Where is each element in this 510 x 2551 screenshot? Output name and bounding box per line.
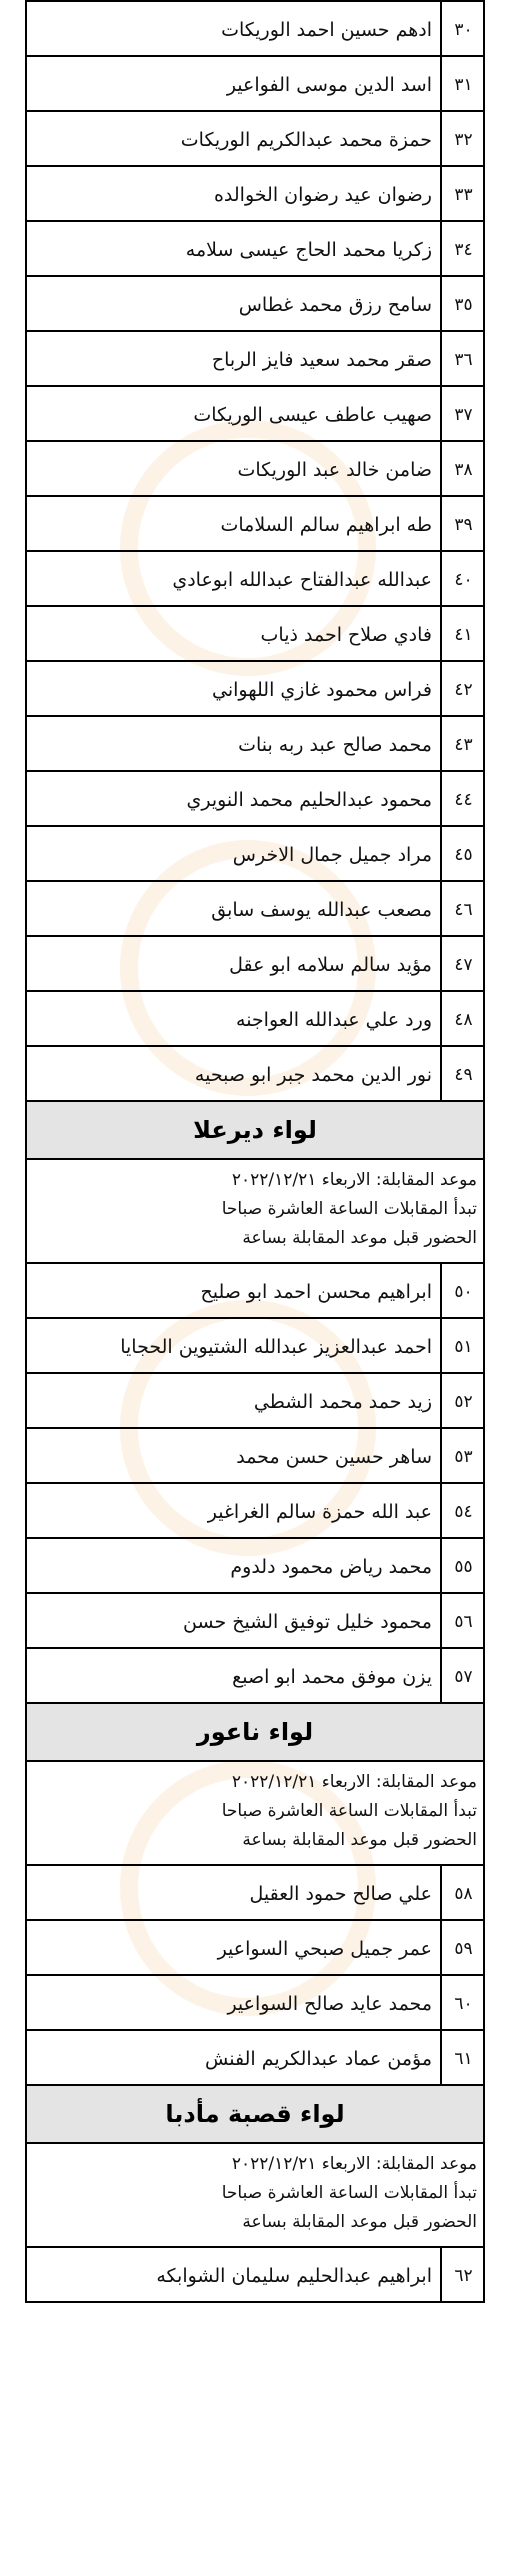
table-row (25, 220, 485, 275)
table-row (25, 1482, 485, 1537)
table-row (25, 880, 485, 935)
row-name: اسد الدين موسى الفواعير (226, 73, 432, 96)
row-name: محمد صالح عبد ربه بنات (238, 733, 432, 756)
row-number: ٤٦ (440, 882, 485, 937)
table-row (25, 715, 485, 770)
interview-notice (25, 1158, 485, 1262)
row-name: طه ابراهيم سالم السلامات (220, 513, 432, 536)
interview-notice (25, 2142, 485, 2246)
row-name: ساهر حسين حسن محمد (236, 1445, 432, 1468)
table-row (25, 385, 485, 440)
table-row (25, 2246, 485, 2301)
row-name: سامح رزق محمد غطاس (238, 293, 432, 316)
row-number: ٥٠ (440, 1264, 485, 1319)
row-name: ضامن خالد عبد الوريكات (237, 458, 432, 481)
row-number: ٤٩ (440, 1047, 485, 1102)
table-row (25, 165, 485, 220)
row-number: ٦٠ (440, 1976, 485, 2031)
table-row (25, 1427, 485, 1482)
table-row (25, 2029, 485, 2084)
row-name: ابراهيم محسن احمد ابو صليح (200, 1280, 432, 1303)
section-heading-naour: لواء ناعور (25, 1702, 485, 1760)
notice-line: الحضور قبل موعد المقابلة بساعة (242, 1830, 477, 1850)
notice-line: الحضور قبل موعد المقابلة بساعة (242, 2212, 477, 2232)
row-name: عمر جميل صبحي السواعير (217, 1937, 432, 1960)
table-row (25, 1262, 485, 1317)
table-row (25, 825, 485, 880)
notice-line: الحضور قبل موعد المقابلة بساعة (242, 1228, 477, 1248)
row-number: ٣١ (440, 57, 485, 112)
row-name: عبد الله حمزة سالم الغراغير (207, 1500, 432, 1523)
row-name: مؤيد سالم سلامه ابو عقل (229, 953, 432, 976)
table-row (25, 330, 485, 385)
row-name: احمد عبدالعزيز عبدالله الشتيوين الحجايا (120, 1335, 432, 1358)
table-row (25, 0, 485, 55)
row-name: زكريا محمد الحاج عيسى سلامه (185, 238, 432, 261)
table-row (25, 495, 485, 550)
row-number: ٥٩ (440, 1921, 485, 1976)
row-number: ٣٣ (440, 167, 485, 222)
row-number: ٣٠ (440, 2, 485, 57)
notice-line: تبدأ المقابلات الساعة العاشرة صباحا (221, 1801, 477, 1821)
row-number: ٤٥ (440, 827, 485, 882)
row-number: ٥٥ (440, 1539, 485, 1594)
table-row (25, 275, 485, 330)
row-name: محمود خليل توفيق الشيخ حسن (183, 1610, 432, 1633)
row-number: ٤٠ (440, 552, 485, 607)
row-number: ٣٤ (440, 222, 485, 277)
notice-line: موعد المقابلة: الاربعاء ٢٠٢٢/١٢/٢١ (231, 1170, 477, 1190)
table-row (25, 660, 485, 715)
row-name: مراد جميل جمال الاخرس (232, 843, 432, 866)
row-name: زيد حمد محمد الشطي (253, 1390, 432, 1413)
row-number: ٦١ (440, 2031, 485, 2086)
row-name: عبدالله عبدالفتاح عبدالله ابوعادي (172, 568, 432, 591)
table-row (25, 1974, 485, 2029)
table-row (25, 990, 485, 1045)
table-row (25, 935, 485, 990)
row-name: محمد عايد صالح السواعير (227, 1992, 432, 2015)
row-name: نور الدين محمد جبر ابو صبحيه (194, 1063, 432, 1086)
table-row (25, 1592, 485, 1647)
table-row (25, 1045, 485, 1100)
row-name: فراس محمود غازي اللهواني (212, 678, 432, 701)
row-name: ورد علي عبدالله العواجنه (236, 1008, 432, 1031)
table-row (25, 770, 485, 825)
row-name: محمود عبدالحليم محمد النويري (186, 788, 432, 811)
section-heading-deir-alla: لواء ديرعلا (25, 1100, 485, 1158)
row-number: ٤٣ (440, 717, 485, 772)
table-row (25, 605, 485, 660)
names-table (25, 0, 485, 2551)
row-number: ٣٥ (440, 277, 485, 332)
row-name: مصعب عبدالله يوسف سابق (211, 898, 432, 921)
row-number: ٤٤ (440, 772, 485, 827)
row-number: ٥٢ (440, 1374, 485, 1429)
row-number: ٤١ (440, 607, 485, 662)
table-row (25, 1317, 485, 1372)
notice-line: موعد المقابلة: الاربعاء ٢٠٢٢/١٢/٢١ (231, 1772, 477, 1792)
row-number: ٤٢ (440, 662, 485, 717)
row-number: ٣٢ (440, 112, 485, 167)
row-name: رضوان عيد رضوان الخوالده (213, 183, 432, 206)
table-row (25, 550, 485, 605)
table-row (25, 55, 485, 110)
section-heading-madaba: لواء قصبة مأدبا (25, 2084, 485, 2142)
row-name: ابراهيم عبدالحليم سليمان الشوابكه (156, 2264, 432, 2287)
row-name: حمزة محمد عبدالكريم الوريكات (180, 128, 432, 151)
interview-notice (25, 1760, 485, 1864)
row-name: صقر محمد سعيد فايز الرباح (211, 348, 432, 371)
notice-line: تبدأ المقابلات الساعة العاشرة صباحا (221, 1199, 477, 1219)
table-row (25, 110, 485, 165)
row-number: ٥١ (440, 1319, 485, 1374)
table-row (25, 1864, 485, 1919)
table-row (25, 1919, 485, 1974)
row-number: ٥٧ (440, 1649, 485, 1704)
table-row (25, 440, 485, 495)
row-name: ادهم حسين احمد الوريكات (221, 18, 432, 41)
row-name: صهيب عاطف عيسى الوريكات (193, 403, 432, 426)
row-name: مؤمن عماد عبدالكريم الفنش (205, 2047, 432, 2070)
row-name: علي صالح حمود العقيل (249, 1882, 432, 1905)
row-number: ٥٨ (440, 1866, 485, 1921)
row-number: ٤٧ (440, 937, 485, 992)
table-row (25, 1537, 485, 1592)
notice-line: تبدأ المقابلات الساعة العاشرة صباحا (221, 2183, 477, 2203)
row-number: ٣٨ (440, 442, 485, 497)
table-row (25, 1372, 485, 1427)
row-number: ٣٦ (440, 332, 485, 387)
notice-line: موعد المقابلة: الاربعاء ٢٠٢٢/١٢/٢١ (231, 2154, 477, 2174)
row-number: ٤٨ (440, 992, 485, 1047)
row-number: ٣٩ (440, 497, 485, 552)
row-name: محمد رياض محمود دلدوم (230, 1555, 432, 1578)
row-number: ٣٧ (440, 387, 485, 442)
row-number: ٥٣ (440, 1429, 485, 1484)
row-number: ٦٢ (440, 2248, 485, 2303)
table-row (25, 1647, 485, 1702)
row-name: يزن موفق محمد ابو اصبع (232, 1665, 432, 1688)
row-number: ٥٤ (440, 1484, 485, 1539)
row-name: فادي صلاح احمد ذياب (260, 623, 432, 646)
row-number: ٥٦ (440, 1594, 485, 1649)
